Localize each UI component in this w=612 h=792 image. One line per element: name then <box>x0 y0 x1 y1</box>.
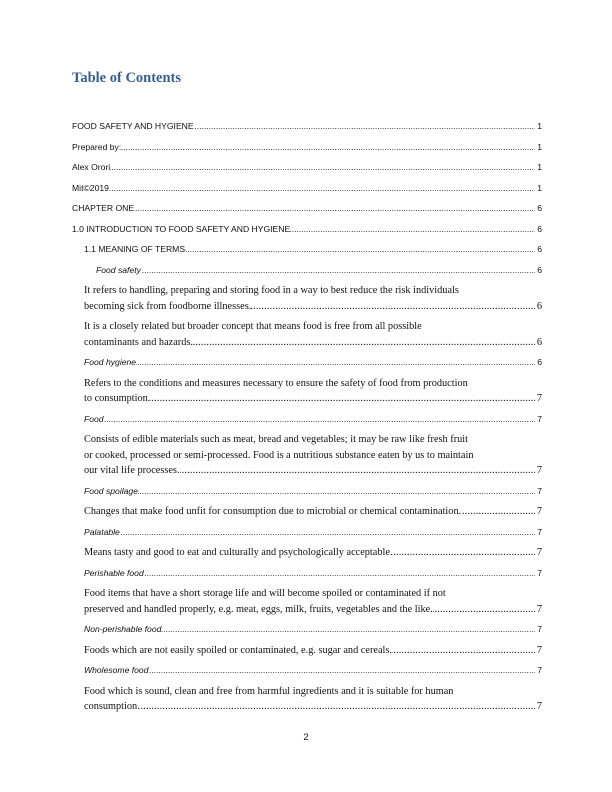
page-number: 2 <box>303 732 309 743</box>
toc-page-number: 1 <box>537 162 542 172</box>
toc-entry-text: becoming sick from foodborne illnesses. <box>84 300 252 312</box>
toc-page-number: 7 <box>536 547 542 558</box>
toc-entry-text: Changes that make food unfit for consumption due to microbial or chemical contamination. <box>84 506 462 517</box>
toc-page-number: 6 <box>536 300 542 312</box>
toc-entry-line <box>84 448 542 464</box>
toc-entry-text: Perishable food <box>84 567 144 578</box>
dot-leader <box>121 140 535 156</box>
toc-entry[interactable] <box>72 242 542 258</box>
toc-page-number: 7 <box>537 567 542 578</box>
toc-entry-text: Alex Orori <box>72 162 111 172</box>
toc-entry-text: Wholesome food <box>84 665 149 675</box>
toc-entry[interactable] <box>72 484 542 500</box>
toc-entry[interactable] <box>72 181 542 197</box>
toc-entry-text: to consumption. <box>84 393 151 404</box>
toc-entry[interactable] <box>72 525 542 541</box>
toc-entry[interactable] <box>72 160 542 176</box>
dot-leader <box>393 545 535 561</box>
toc-entry[interactable] <box>72 586 542 617</box>
toc-entry-line <box>84 412 542 428</box>
dot-leader <box>392 643 535 659</box>
toc-entry-text: contaminants and hazards. <box>84 336 193 348</box>
toc-entry-line <box>84 432 542 448</box>
toc-entry[interactable] <box>72 319 542 350</box>
toc-page-number: 7 <box>537 665 542 675</box>
toc-entry-line <box>84 299 542 315</box>
toc-entry-line <box>84 566 542 582</box>
dot-leader <box>149 663 536 679</box>
toc-entry[interactable] <box>72 432 542 479</box>
toc-entry-line <box>84 699 542 715</box>
toc-entry[interactable] <box>72 663 542 679</box>
toc-entry-text: It is a closely related but broader concept that means food is free from all possible <box>84 321 422 332</box>
dot-leader <box>180 463 535 479</box>
toc-entry-line <box>84 602 542 618</box>
toc-entry-line <box>72 222 542 238</box>
toc-entry-text: 1.1 MEANING OF TERMS <box>84 244 186 254</box>
dot-leader <box>161 622 535 638</box>
toc-page-number: 1 <box>537 141 542 152</box>
dot-leader <box>138 484 535 500</box>
toc-entry-line <box>84 525 542 541</box>
toc-entry[interactable] <box>72 566 542 582</box>
toc-entry-line <box>84 242 542 258</box>
toc-entry-text: 1.0 INTRODUCTION TO FOOD SAFETY AND HYGIENE <box>72 223 291 234</box>
toc-entry-line <box>84 484 542 500</box>
toc-entry-line <box>84 684 542 700</box>
toc-entry-text: Food <box>84 413 104 424</box>
table-of-contents <box>72 119 542 720</box>
toc-entry[interactable] <box>72 283 542 314</box>
toc-entry-text: or cooked, processed or semi-processed. Food is a nutritious substance eaten by us to maintain <box>84 449 474 461</box>
toc-page-number: 7 <box>536 506 542 517</box>
dot-leader <box>194 119 536 135</box>
toc-entry[interactable] <box>72 622 542 638</box>
toc-entry-text: Food items that have a short storage life and will become spoiled or contaminated if not <box>84 588 446 599</box>
toc-entry[interactable] <box>72 140 542 156</box>
toc-entry-text: Food which is sound, clean and free from harmful ingredients and it is suitable for human <box>84 685 454 697</box>
toc-page-number: 6 <box>537 223 542 234</box>
toc-page-number: 7 <box>537 526 542 537</box>
toc-entry[interactable] <box>72 376 542 407</box>
toc-page-number: 7 <box>536 393 542 404</box>
dot-leader <box>134 201 535 217</box>
toc-entry-text: Mit©2019 <box>72 182 109 193</box>
dot-leader <box>141 263 535 279</box>
dot-leader <box>150 391 534 407</box>
toc-page-number: 7 <box>536 701 542 712</box>
toc-entry-text: Consists of edible materials such as meat, bread and vegetables; it may be raw like fresh fruit <box>84 434 469 445</box>
dot-leader <box>185 242 535 258</box>
toc-entry-text: Prepared by: <box>72 141 122 152</box>
dot-leader <box>251 299 535 315</box>
toc-entry-text: Palatable <box>84 526 120 537</box>
toc-entry-line <box>84 463 542 479</box>
toc-page-number: 6 <box>537 357 542 367</box>
toc-entry[interactable] <box>72 201 542 217</box>
toc-entry-line <box>84 586 542 602</box>
toc-entry-text: our vital life processes. <box>84 465 180 476</box>
toc-page-number: 6 <box>536 336 542 348</box>
toc-entry-text: CHAPTER ONE <box>72 203 135 213</box>
toc-page-number: 7 <box>537 624 542 634</box>
toc-page-number: 7 <box>536 603 542 615</box>
dot-leader <box>290 222 535 238</box>
toc-page-number: 1 <box>537 121 542 131</box>
toc-entry-text: Food safety <box>96 264 141 275</box>
toc-page-number: 7 <box>536 465 542 476</box>
toc-entry-text: Non-perishable food <box>84 624 162 634</box>
toc-entry-line <box>84 391 542 407</box>
toc-entry-line <box>96 263 542 279</box>
toc-entry-text: Refers to the conditions and measures necessary to ensure the safety of food from production <box>84 377 468 389</box>
toc-entry-text: Foods which are not easily spoiled or contaminated, e.g. sugar and cereals. <box>84 644 392 656</box>
dot-leader <box>136 355 535 371</box>
dot-leader <box>110 160 535 176</box>
toc-entry-line <box>84 283 542 299</box>
toc-entry-line <box>72 181 542 197</box>
toc-entry-line <box>84 622 542 638</box>
toc-entry[interactable] <box>72 222 542 238</box>
dot-leader <box>140 699 535 715</box>
dot-leader <box>144 566 535 582</box>
dot-leader <box>461 504 535 520</box>
dot-leader <box>120 525 535 541</box>
toc-entry-line <box>72 160 542 176</box>
toc-entry-text: consumption. <box>84 701 140 712</box>
toc-page-number: 7 <box>537 485 542 496</box>
toc-entry-line <box>72 140 542 156</box>
toc-entry-text: It refers to handling, preparing and storing food in a way to best reduce the risk individuals <box>84 285 459 296</box>
toc-entry-line <box>84 663 542 679</box>
toc-entry-text: Means tasty and good to eat and culturally and psychologically acceptable. <box>84 547 393 558</box>
toc-entry-text: preserved and handled properly, e.g. meat, eggs, milk, fruits, vegetables and the like. <box>84 603 433 615</box>
toc-entry[interactable] <box>72 504 542 520</box>
toc-entry[interactable] <box>72 119 542 135</box>
toc-entry[interactable] <box>72 355 542 371</box>
dot-leader <box>109 181 535 197</box>
toc-title: Table of Contents <box>72 70 182 86</box>
toc-entry-line <box>72 201 542 217</box>
toc-page-number: 7 <box>536 644 542 656</box>
toc-entry-line <box>84 643 542 659</box>
toc-entry-line <box>72 119 542 135</box>
toc-entry-line <box>84 319 542 335</box>
toc-page-number: 6 <box>537 264 542 275</box>
toc-entry-line <box>84 355 542 371</box>
toc-entry-line <box>84 335 542 351</box>
toc-entry[interactable] <box>72 263 542 279</box>
toc-entry[interactable] <box>72 412 542 428</box>
toc-entry-text: Food spoilage <box>84 485 138 496</box>
toc-page-number: 7 <box>537 413 542 424</box>
dot-leader <box>193 335 535 351</box>
toc-entry-line <box>84 545 542 561</box>
toc-entry[interactable] <box>72 684 542 715</box>
dot-leader <box>104 412 536 428</box>
dot-leader <box>433 602 535 618</box>
toc-page-number: 6 <box>537 203 542 213</box>
toc-entry-line <box>84 504 542 520</box>
toc-entry-text: FOOD SAFETY AND HYGIENE <box>72 121 194 131</box>
toc-entry[interactable] <box>72 545 542 561</box>
toc-entry-line <box>84 376 542 392</box>
toc-page-number: 1 <box>537 182 542 193</box>
toc-entry[interactable] <box>72 643 542 659</box>
toc-page-number: 6 <box>537 244 542 254</box>
toc-entry-text: Food hygiene <box>84 357 137 367</box>
